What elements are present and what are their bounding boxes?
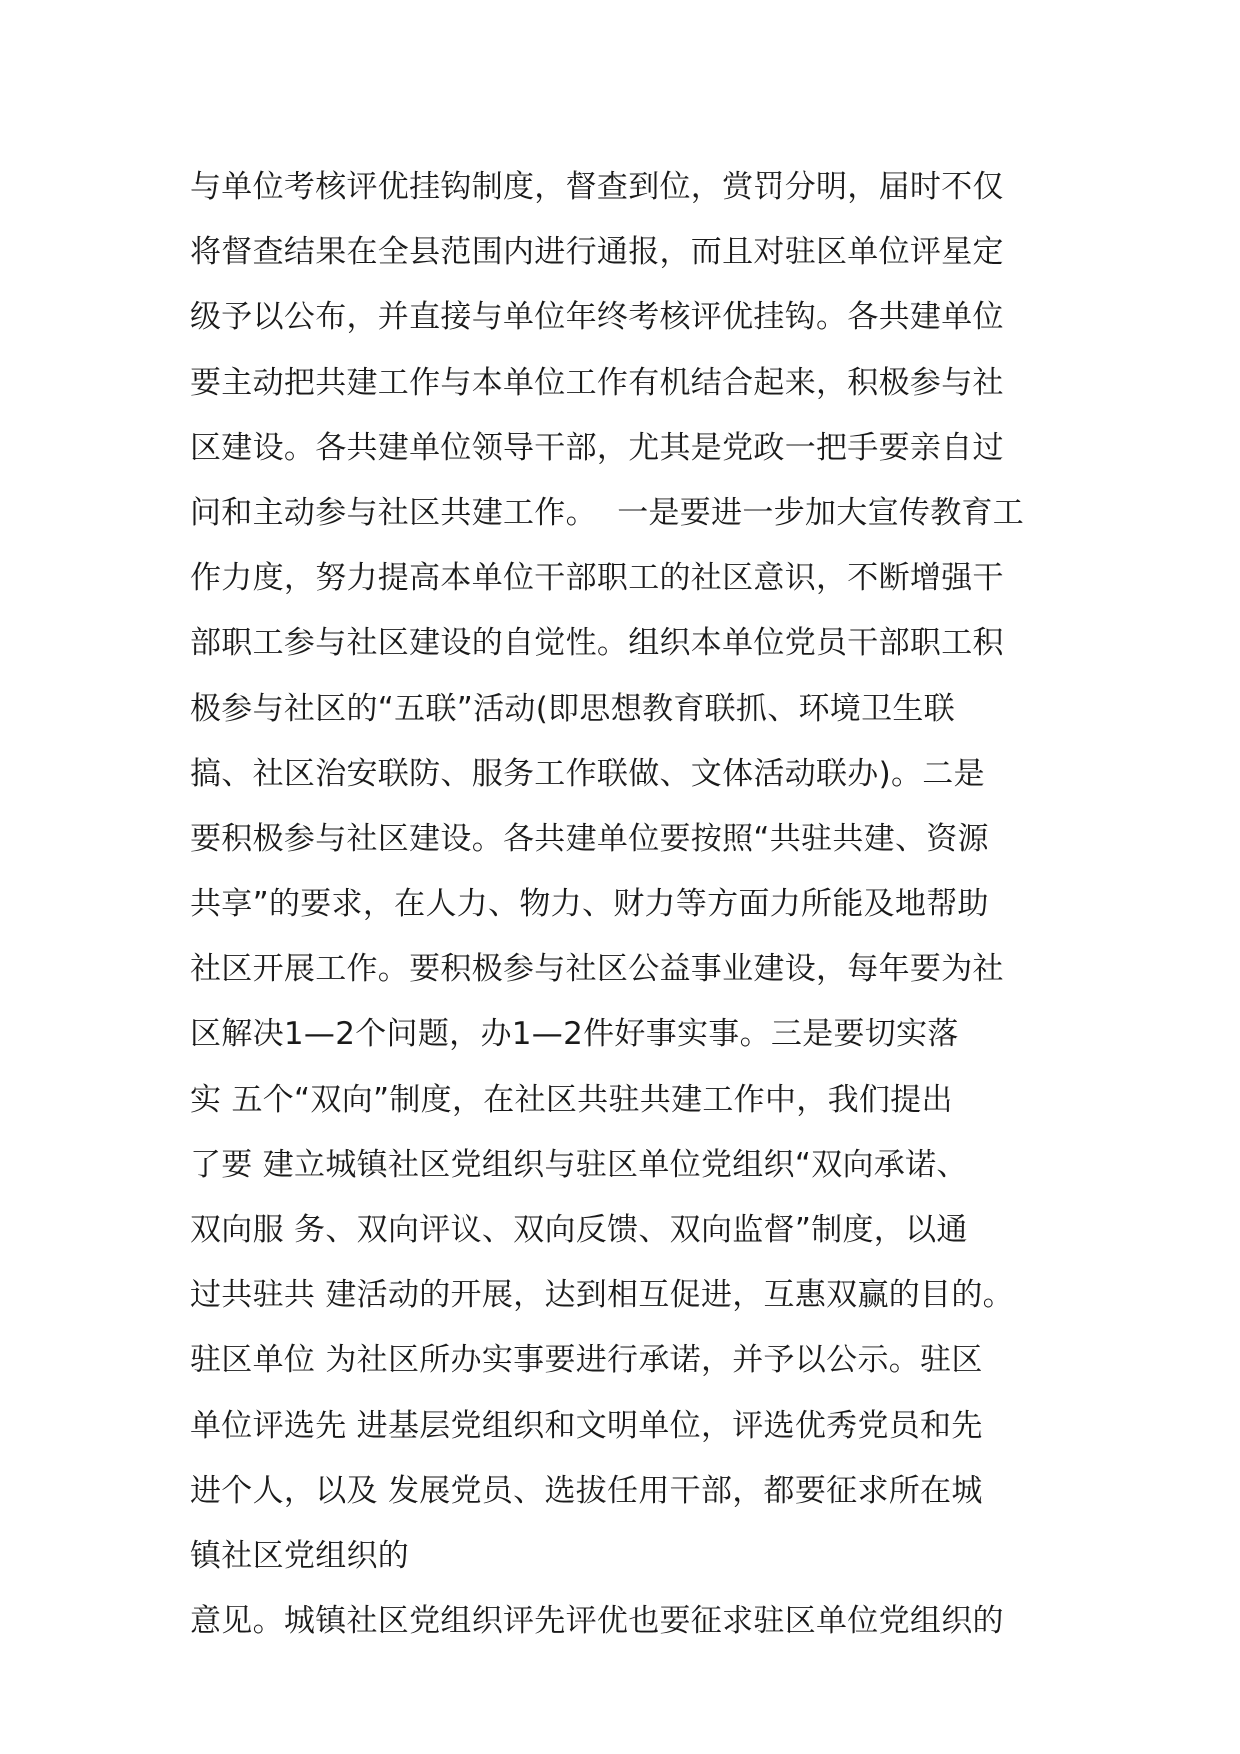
body-text	[190, 155, 1070, 1654]
text-line-1: 与单位考核评优挂钩制度，督查到位，赏罚分明，届时不仅	[190, 169, 1004, 205]
text-line-5: 区建设。各共建单位领导干部，尤其是党政一把手要亲自过	[190, 429, 1004, 466]
text-line-7: 作力度，努力提高本单位干部职工的社区意识，不断增强干	[190, 560, 1004, 597]
text-line-20: 单位评选先 进基层党组织和文明单位，评选优秀党员和先	[190, 1407, 983, 1444]
text-line-16: 了要 建立城镇社区党组织与驻区单位党组织“双向承诺、	[190, 1146, 968, 1183]
text-line-3: 级予以公布，并直接与单位年终考核评优挂钩。各共建单位	[190, 299, 1004, 336]
text-line-12: 共享”的要求，在人力、物力、财力等方面力所能及地帮助	[190, 886, 989, 923]
text-line-14: 区解决1—2个问题，办1—2件好事实事。三是要切实落	[190, 1016, 959, 1053]
text-line-21: 进个人，以及 发展党员、选拔任用干部，都要征求所在城	[190, 1472, 983, 1509]
text-line-15: 实 五个“双向”制度，在社区共驻共建工作中，我们提出	[190, 1081, 953, 1118]
text-line-8: 部职工参与社区建设的自觉性。组织本单位党员干部职工积	[190, 625, 1004, 662]
text-line-10: 搞、社区治安联防、服务工作联做、文体活动联办)。二是	[190, 755, 985, 792]
text-line-11: 要积极参与社区建设。各共建单位要按照“共驻共建、资源	[190, 820, 989, 857]
text-line-22: 镇社区党组织的	[190, 1537, 410, 1574]
text-line-9: 极参与社区的“五联”活动(即思想教育联抓、环境卫生联	[190, 690, 956, 727]
text-line-17: 双向服 务、双向评议、双向反馈、双向监督”制度，以通	[190, 1212, 968, 1248]
text-line-6: 问和主动参与社区共建工作。 一是要进一步加大宣传教育工	[190, 494, 1025, 531]
text-line-13: 社区开展工作。要积极参与社区公益事业建设，每年要为社	[190, 951, 1004, 988]
text-line-23: 意见。城镇社区党组织评先评优也要征求驻区单位党组织的	[190, 1603, 1004, 1640]
text-line-18: 过共驻共 建活动的开展，达到相互促进，互惠双赢的目的。	[190, 1277, 1014, 1314]
text-line-4: 要主动把共建工作与本单位工作有机结合起来，积极参与社	[190, 364, 1004, 401]
text-line-19: 驻区单位 为社区所办实事要进行承诺，并予以公示。驻区	[190, 1342, 983, 1379]
text-line-2: 将督查结果在全县范围内进行通报，而且对驻区单位评星定	[190, 234, 1004, 271]
